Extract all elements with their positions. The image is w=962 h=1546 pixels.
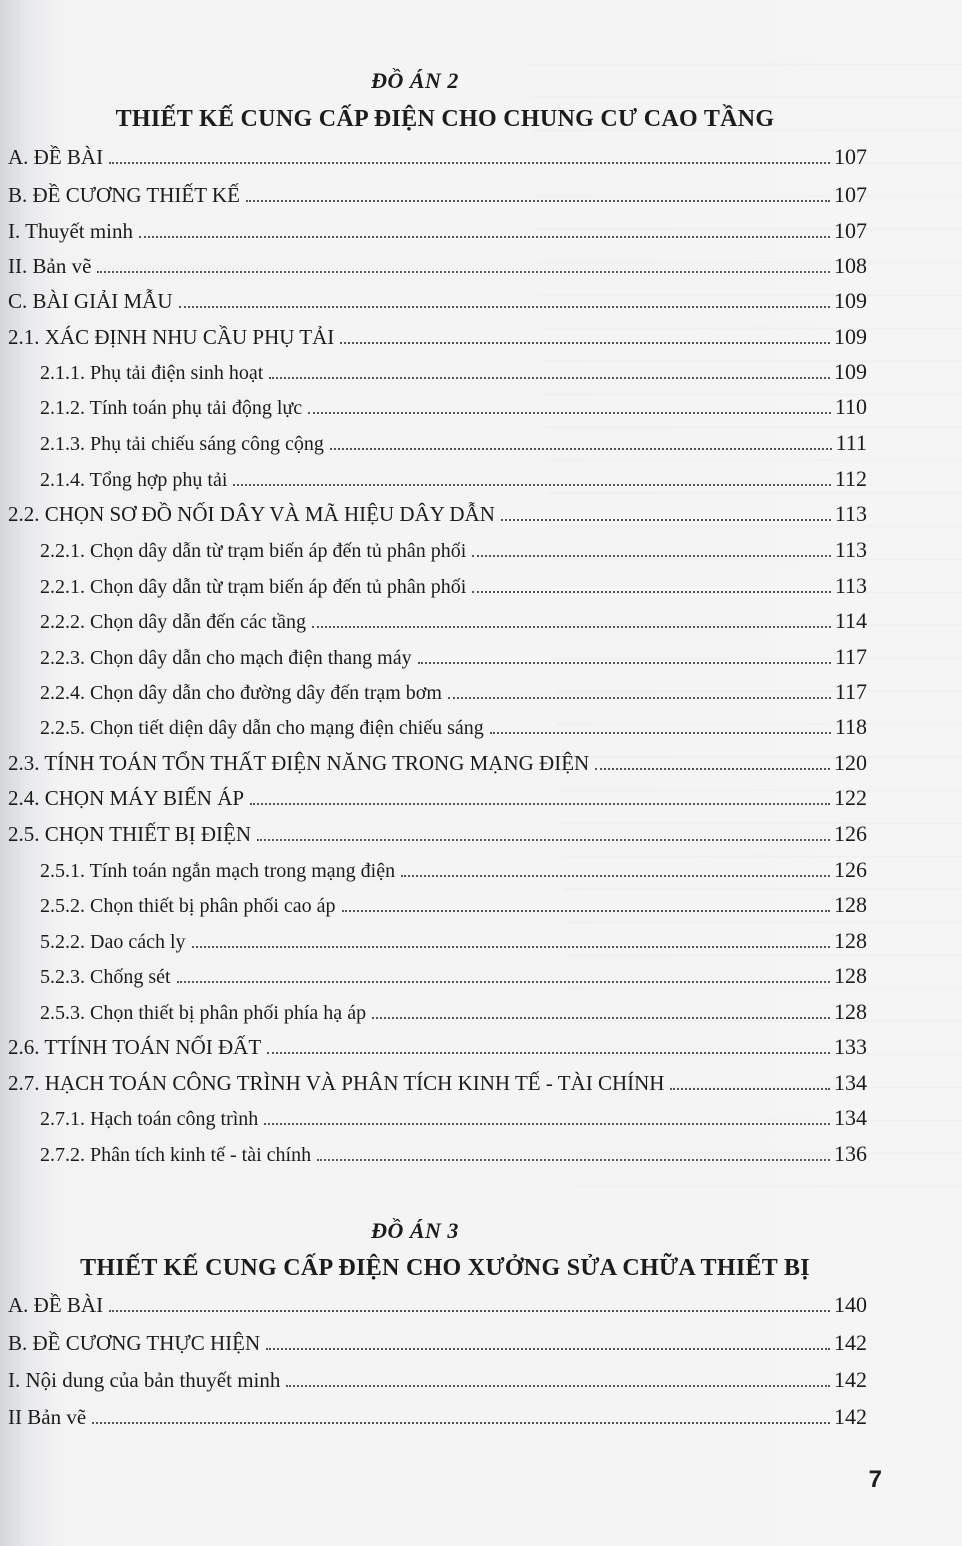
toc-entry[interactable] <box>8 324 867 354</box>
toc-entry[interactable] <box>40 714 867 744</box>
section-label: ĐỒ ÁN 3 <box>371 1218 459 1243</box>
toc-entry-text: 2.1.1. Phụ tải điện sinh hoạt <box>40 362 264 384</box>
toc-leader-dots <box>266 1347 830 1350</box>
toc-entry-page: 109 <box>834 288 867 313</box>
toc-entry-text: 2.1.2. Tính toán phụ tải động lực <box>40 397 303 419</box>
toc-entry-text: 2.2.2. Chọn dây dẫn đến các tầng <box>40 611 307 633</box>
toc-entry-page: 113 <box>834 573 867 598</box>
toc-entry-page: 109 <box>834 324 867 349</box>
toc-entry-text: 2.2.1. Chọn dây dẫn từ trạm biến áp đến tủ phân phối <box>40 576 467 598</box>
toc-entry-page: 133 <box>834 1034 867 1059</box>
toc-entry[interactable] <box>8 218 867 248</box>
toc-leader-dots <box>92 1421 830 1424</box>
toc-leader-dots <box>670 1087 830 1090</box>
toc-entry-text: 2.1.4. Tổng hợp phụ tải <box>40 469 228 491</box>
toc-entry-text: 2.1.3. Phụ tải chiếu sáng công cộng <box>40 433 324 455</box>
toc-entry-text: II. Bản vẽ <box>8 254 92 278</box>
toc-leader-dots <box>340 341 830 344</box>
toc-entry[interactable] <box>8 1034 867 1064</box>
toc-leader-dots <box>372 1016 830 1019</box>
toc-leader-dots <box>192 945 830 948</box>
toc-entry-text: I. Nội dung của bản thuyết minh <box>8 1368 281 1392</box>
toc-leader-dots <box>401 874 830 877</box>
toc-entry-text: 2.2.1. Chọn dây dẫn từ trạm biến áp đến tủ phân phối <box>40 540 467 562</box>
toc-entry-page: 111 <box>835 430 867 455</box>
toc-entry[interactable] <box>40 359 867 389</box>
toc-entry-text: 2.2. CHỌN SƠ ĐỒ NỐI DÂY VÀ MÃ HIỆU DÂY DẪN <box>8 502 495 526</box>
toc-entry-text: C. BÀI GIẢI MẪU <box>8 289 173 313</box>
toc-entry[interactable] <box>8 144 867 174</box>
toc-entry-text: 2.6. TTÍNH TOÁN NỐI ĐẤT <box>8 1035 262 1059</box>
toc-entry-page: 140 <box>834 1292 867 1317</box>
toc-entry-page: 107 <box>834 218 867 243</box>
toc-entry-page: 128 <box>834 892 867 917</box>
toc-entry[interactable] <box>40 679 867 709</box>
toc-entry-page: 126 <box>834 821 867 846</box>
toc-entry-page: 114 <box>834 608 867 633</box>
toc-leader-dots <box>448 696 831 699</box>
toc-entry-text: 2.7.1. Hạch toán công trình <box>40 1108 259 1130</box>
toc-entry[interactable] <box>40 573 867 603</box>
toc-leader-dots <box>472 554 830 557</box>
toc-entry-text: 5.2.2. Dao cách ly <box>40 931 186 953</box>
toc-entry[interactable] <box>40 608 867 638</box>
toc-entry[interactable] <box>8 1330 867 1360</box>
toc-entry[interactable] <box>8 182 867 212</box>
toc-entry[interactable] <box>8 750 867 780</box>
toc-entry-text: 5.2.3. Chống sét <box>40 966 171 988</box>
toc-entry-text: 2.2.3. Chọn dây dẫn cho mạch điện thang máy <box>40 647 412 669</box>
toc-entry[interactable] <box>40 1141 867 1171</box>
toc-entry-text: B. ĐỀ CƯƠNG THIẾT KẾ <box>8 183 240 207</box>
toc-entry-text: B. ĐỀ CƯƠNG THỰC HIỆN <box>8 1331 261 1355</box>
toc-entry-page: 118 <box>834 714 867 739</box>
toc-entry[interactable] <box>40 394 867 424</box>
toc-entry-text: 2.4. CHỌN MÁY BIẾN ÁP <box>8 786 245 810</box>
toc-entry[interactable] <box>8 501 867 531</box>
toc-entry-page: 142 <box>834 1330 867 1355</box>
toc-entry-text: I. Thuyết minh <box>8 219 134 243</box>
toc-entry-page: 107 <box>834 182 867 207</box>
toc-entry-text: 2.5.2. Chọn thiết bị phân phối cao áp <box>40 895 336 917</box>
toc-entry-page: 142 <box>834 1404 867 1429</box>
toc-leader-dots <box>595 767 830 770</box>
toc-leader-dots <box>342 909 830 912</box>
toc-leader-dots <box>177 980 830 983</box>
toc-entry-page: 113 <box>834 537 867 562</box>
toc-leader-dots <box>109 161 830 164</box>
toc-entry-page: 113 <box>834 501 867 526</box>
toc-entry[interactable] <box>40 466 867 496</box>
toc-leader-dots <box>179 305 831 308</box>
toc-leader-dots <box>308 411 831 414</box>
toc-entry[interactable] <box>8 785 867 815</box>
toc-leader-dots <box>472 590 830 593</box>
toc-entry[interactable] <box>40 537 867 567</box>
page-number: 7 <box>868 1466 882 1493</box>
toc-entry-page: 117 <box>834 679 867 704</box>
section-label: ĐỒ ÁN 2 <box>371 68 459 93</box>
toc-entry-text: 2.5. CHỌN THIẾT BỊ ĐIỆN <box>8 822 252 846</box>
toc-entry-text: A. ĐỀ BÀI <box>8 1293 104 1317</box>
toc-entry[interactable] <box>40 963 867 993</box>
toc-leader-dots <box>246 199 830 202</box>
toc-entry[interactable] <box>8 1292 867 1322</box>
toc-entry-text: 2.7. HẠCH TOÁN CÔNG TRÌNH VÀ PHÂN TÍCH KINH TẾ - TÀI CHÍNH <box>8 1071 665 1095</box>
toc-entry-text: 2.3. TÍNH TOÁN TỔN THẤT ĐIỆN NĂNG TRONG MẠNG ĐIỆN <box>8 751 590 775</box>
toc-leader-dots <box>250 802 830 805</box>
toc-entry-page: 134 <box>834 1070 867 1095</box>
toc-entry-page: 109 <box>834 359 867 384</box>
toc-entry-page: 107 <box>834 144 867 169</box>
toc-entry-page: 112 <box>834 466 867 491</box>
toc-entry[interactable] <box>40 892 867 922</box>
toc-leader-dots <box>269 376 830 379</box>
toc-entry[interactable] <box>8 1367 867 1397</box>
toc-entry-page: 122 <box>834 785 867 810</box>
toc-leader-dots <box>312 625 831 628</box>
toc-entry-page: 117 <box>834 644 867 669</box>
toc-entry[interactable] <box>40 999 867 1029</box>
toc-leader-dots <box>97 270 830 273</box>
toc-entry-text: A. ĐỀ BÀI <box>8 145 104 169</box>
toc-leader-dots <box>286 1384 830 1387</box>
toc-entry-page: 142 <box>834 1367 867 1392</box>
toc-entry-text: II Bản vẽ <box>8 1405 87 1429</box>
toc-leader-dots <box>490 731 831 734</box>
toc-leader-dots <box>109 1309 830 1312</box>
toc-entry[interactable] <box>40 857 867 887</box>
toc-entry[interactable] <box>8 821 867 851</box>
toc-entry[interactable] <box>40 644 867 674</box>
toc-entry[interactable] <box>40 430 867 460</box>
toc-entry-text: 2.5.3. Chọn thiết bị phân phối phía hạ áp <box>40 1002 367 1024</box>
toc-entry-text: 2.5.1. Tính toán ngắn mạch trong mạng điện <box>40 860 396 882</box>
toc-entry-text: 2.1. XÁC ĐỊNH NHU CẦU PHỤ TẢI <box>8 325 335 349</box>
section-title: THIẾT KẾ CUNG CẤP ĐIỆN CHO CHUNG CƯ CAO TẦNG <box>115 106 775 132</box>
toc-entry[interactable] <box>40 928 867 958</box>
toc-entry-page: 128 <box>834 963 867 988</box>
toc-entry-page: 108 <box>834 253 867 278</box>
toc-leader-dots <box>264 1122 830 1125</box>
toc-leader-dots <box>418 661 831 664</box>
toc-entry[interactable] <box>8 288 867 318</box>
toc-entry-text: 2.7.2. Phân tích kinh tế - tài chính <box>40 1144 312 1166</box>
toc-leader-dots <box>501 518 831 521</box>
toc-entry-page: 120 <box>834 750 867 775</box>
toc-entry-page: 128 <box>834 999 867 1024</box>
toc-entry-text: 2.2.5. Chọn tiết diện dây dẫn cho mạng điện chiếu sáng <box>40 717 484 739</box>
toc-entry[interactable] <box>40 1105 867 1135</box>
toc-entry[interactable] <box>8 253 867 283</box>
toc-leader-dots <box>317 1158 830 1161</box>
toc-entry[interactable] <box>8 1404 867 1434</box>
toc-leader-dots <box>257 838 830 841</box>
toc-entry-page: 110 <box>834 394 867 419</box>
toc-entry-text: 2.2.4. Chọn dây dẫn cho đường dây đến trạm bơm <box>40 682 442 704</box>
toc-entry-page: 128 <box>834 928 867 953</box>
toc-entry-page: 136 <box>834 1141 867 1166</box>
toc-leader-dots <box>139 235 830 238</box>
toc-leader-dots <box>267 1051 830 1054</box>
toc-leader-dots <box>330 447 832 450</box>
toc-entry-page: 126 <box>834 857 867 882</box>
section-title: THIẾT KẾ CUNG CẤP ĐIỆN CHO XƯỞNG SỬA CHỮA THIẾT BỊ <box>80 1255 810 1281</box>
toc-leader-dots <box>233 483 830 486</box>
toc-entry[interactable] <box>8 1070 867 1100</box>
toc-entry-page: 134 <box>834 1105 867 1130</box>
